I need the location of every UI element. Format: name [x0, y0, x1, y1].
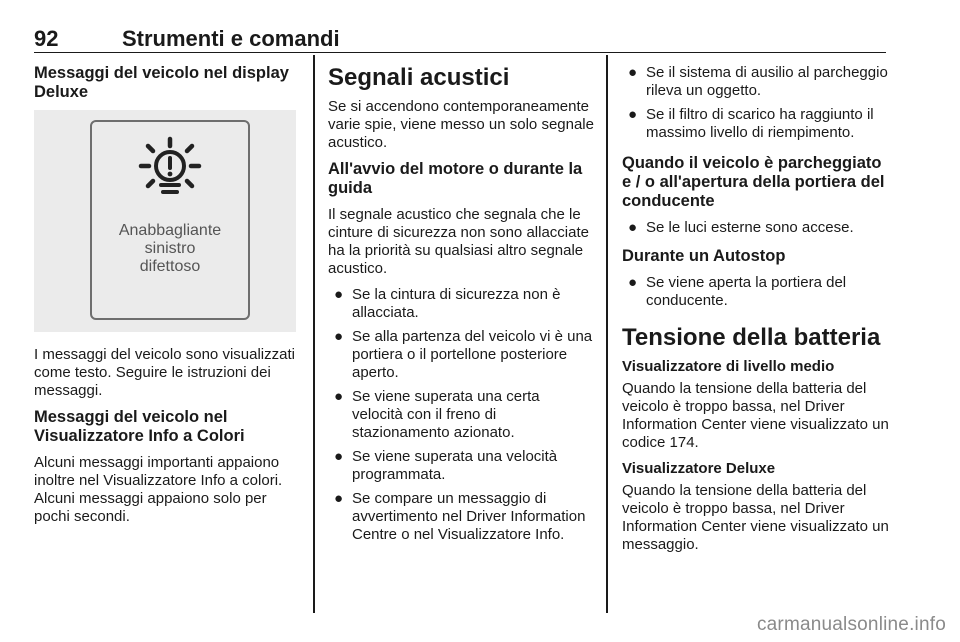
bullet-item: [328, 490, 594, 544]
watermark-text: carmanualsonline.info: [756, 614, 946, 635]
bullet-text: Se le luci esterne sono accese.: [646, 219, 854, 236]
paragraph: Alcuni messaggi importanti appaiono inoltre nel Visualizzatore Info a colori. Alcuni messaggi appaiono solo per pochi secondi.: [34, 454, 283, 525]
bullet-text: Se viene superata una velocità programmata.: [352, 448, 558, 483]
section-title: Tensione della batteria: [622, 324, 881, 351]
bullet-text: Se il filtro di scarico ha raggiunto il massimo livello di riempimento.: [646, 106, 874, 141]
section-heading: Messaggi del veicolo nel display Deluxe: [34, 64, 289, 101]
paragraph: Quando la tensione della batteria del veicolo è troppo bassa, nel Driver Information Center viene visualizzato un codice 174.: [622, 380, 889, 451]
bullet-item: [622, 274, 892, 310]
chapter-title: Strumenti e comandi: [122, 26, 340, 51]
bullet-item: [328, 286, 594, 322]
subsection-heading: Visualizzatore di livello medio: [622, 358, 835, 375]
display-illustration: [34, 110, 296, 332]
display-message-line: difettoso: [139, 258, 201, 275]
bullet-text: Se alla partenza del veicolo vi è una portiera o il portellone posteriore aperto.: [352, 328, 593, 381]
section-heading: Messaggi del veicolo nel Visualizzatore Info a Colori: [34, 408, 245, 445]
paragraph: Se si accendono contemporaneamente varie spie, viene messo un solo segnale acustico.: [328, 98, 594, 151]
bullet-item: [328, 388, 594, 442]
bullet-text: Se viene superata una certa velocità con il freno di stazionamento azionato.: [352, 388, 540, 441]
bullet-icon: ●: [628, 219, 638, 236]
bullet-icon: ●: [334, 328, 344, 345]
bullet-icon: ●: [334, 448, 344, 465]
page-header: [34, 22, 886, 53]
bullet-icon: ●: [628, 106, 638, 123]
bullet-icon: ●: [334, 286, 344, 303]
display-message: [92, 222, 248, 276]
paragraph: I messaggi del veicolo sono visualizzati come testo. Seguire le istruzioni dei messaggi.: [34, 346, 295, 399]
bullet-icon: ●: [628, 64, 638, 81]
column-left: [34, 64, 300, 534]
column-divider-1: [313, 55, 315, 613]
lamp-fault-icon: [138, 136, 202, 198]
bullet-icon: ●: [628, 274, 638, 291]
bullet-item: [622, 64, 892, 100]
section-heading: All'avvio del motore o durante la guida: [328, 160, 583, 197]
section-title: Segnali acustici: [328, 64, 510, 91]
bullet-text: Se viene aperta la portiera del conducente.: [646, 274, 847, 309]
section-heading: Durante un Autostop: [622, 247, 786, 265]
bullet-icon: ●: [334, 490, 344, 507]
bullet-text: Se la cintura di sicurezza non è allacciata.: [352, 286, 561, 321]
column-right: [622, 64, 892, 562]
display-message-line: sinistro: [144, 240, 196, 257]
column-divider-2: [606, 55, 608, 613]
bullet-item: [622, 219, 892, 237]
bullet-item: [328, 328, 594, 382]
page-number: 92: [34, 26, 59, 51]
display-screen: [90, 120, 250, 320]
display-message-line: Anabbagliante: [118, 222, 222, 239]
bullet-item: [328, 448, 594, 484]
bullet-item: [622, 106, 892, 142]
paragraph: Quando la tensione della batteria del veicolo è troppo bassa, nel Driver Information Center viene visualizzato un messaggio.: [622, 482, 889, 553]
paragraph: Il segnale acustico che segnala che le cinture di sicurezza non sono allacciate ha la priorità su qualsiasi altro segnale acustico.: [328, 206, 589, 277]
bullet-text: Se il sistema di ausilio al parcheggio rileva un oggetto.: [646, 64, 888, 99]
column-middle: [328, 64, 594, 550]
subsection-heading: Visualizzatore Deluxe: [622, 460, 776, 477]
bullet-icon: ●: [334, 388, 344, 405]
bullet-text: Se compare un messaggio di avvertimento nel Driver Information Centre o nel Visualizzatore Info.: [352, 490, 586, 543]
section-heading: Quando il veicolo è parcheggiato e / o all'apertura della portiera del conducente: [622, 154, 885, 210]
